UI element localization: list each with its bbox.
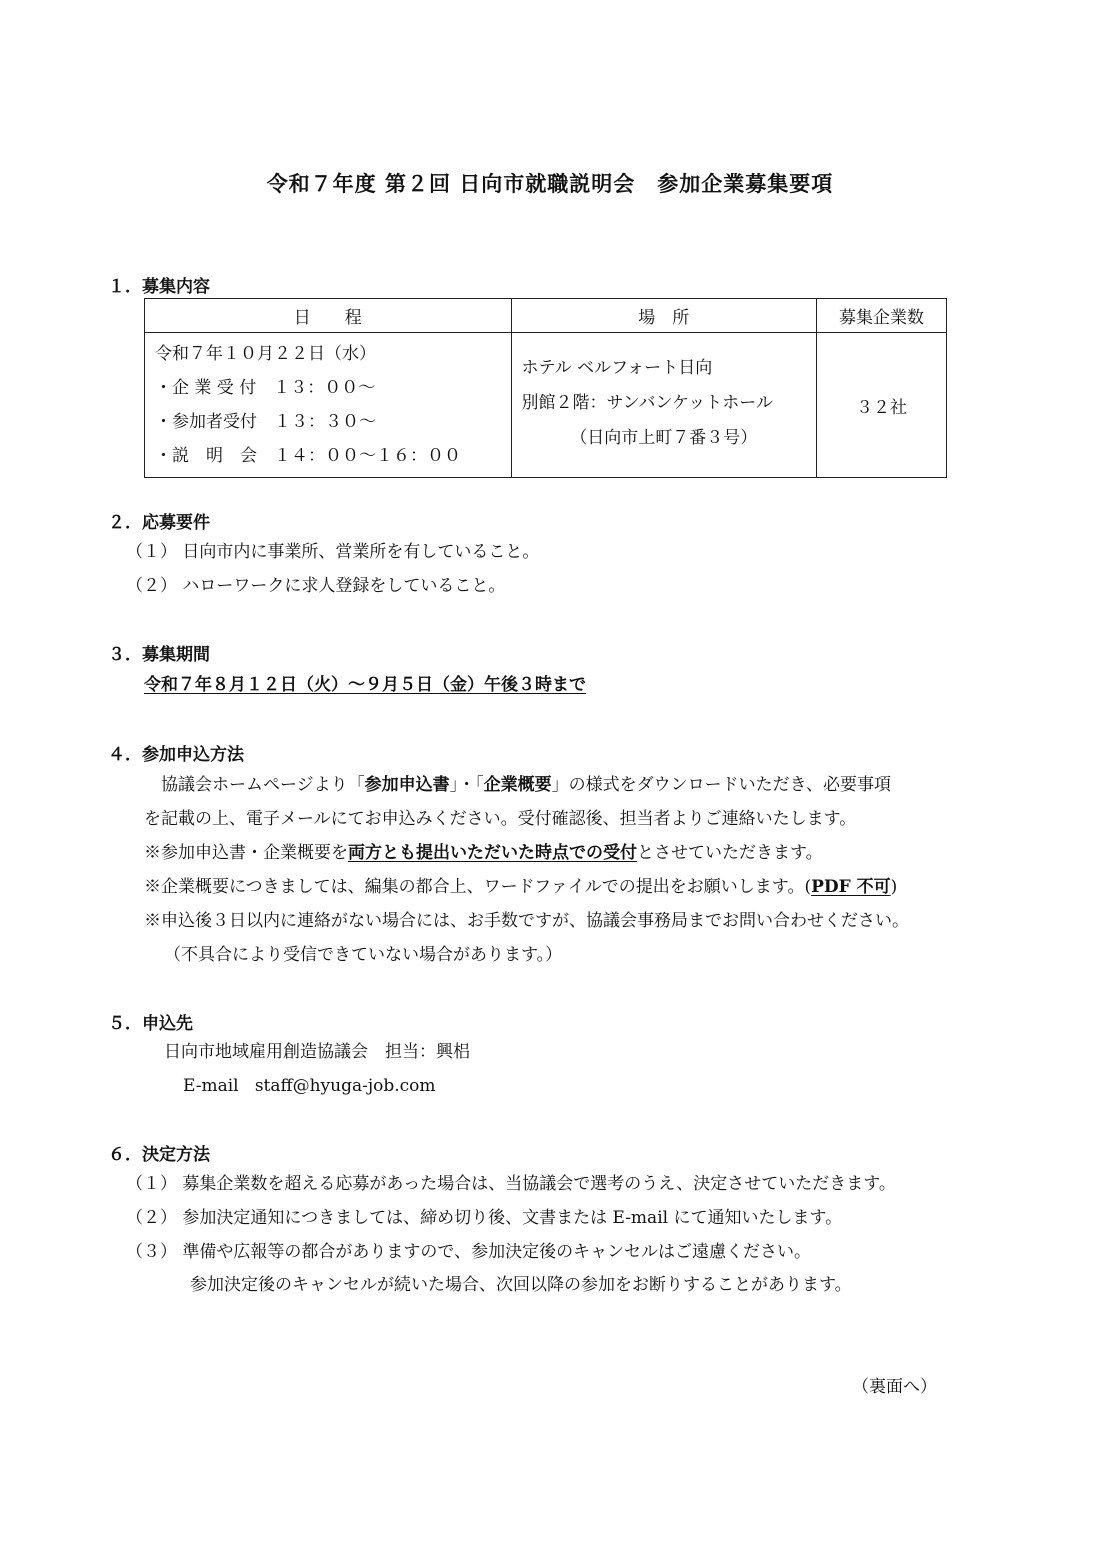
method-paragraph-line1 [144, 774, 891, 796]
method-note-2 [144, 876, 897, 898]
email-label: E-mail [183, 1076, 239, 1096]
note2-post: ) [890, 877, 898, 897]
header-schedule: 日 程 [145, 299, 512, 333]
method-note-3-sub: （不具合により受信できていない場合があります。） [164, 945, 563, 965]
decision-item-3: （３） 準備や広報等の都合がありますので、参加決定後のキャンセルはご遠慮ください。 [126, 1242, 812, 1262]
schedule-company-reception: ・企 業 受 付 １３：００～ [155, 378, 376, 398]
contact-email-line [183, 1075, 436, 1097]
decision-item-2: （２） 参加決定通知につきましては、締め切り後、文書または E-mail にて通知いたします。 [126, 1208, 843, 1228]
requirement-item-2: （２） ハローワークに求人登録をしていること。 [126, 576, 506, 596]
form-company-overview: 企業概要 [483, 775, 552, 795]
recruitment-table [144, 298, 947, 478]
note1-pre: ※参加申込書・企業概要を [144, 843, 348, 863]
schedule-cell [145, 333, 512, 478]
method-text-mid: 」・「 [449, 775, 484, 795]
venue-hotel: ホテル ベルフォート日向 [521, 357, 713, 378]
method-note-1 [144, 842, 823, 864]
form-application: 参加申込書 [364, 775, 450, 795]
note1-emphasis: 両方とも提出いただいた時点での受付 [348, 843, 637, 863]
method-note-3: ※申込後３日以内に連絡がない場合には、お手数ですが、協議会事務局までお問い合わせください。 [144, 911, 909, 931]
page-footer-note: （裏面へ） [852, 1377, 937, 1397]
decision-item-1: （１） 募集企業数を超える応募があった場合は、当協議会で選考のうえ、決定させていただきます。 [126, 1174, 896, 1194]
venue-address: （日向市上町７番３号） [570, 427, 758, 448]
note1-post: とさせていただきます。 [637, 843, 823, 863]
venue-cell [511, 333, 817, 478]
count-cell: ３２社 [817, 333, 947, 478]
section6-heading: ６．決定方法 [108, 1145, 210, 1165]
section5-heading: ５．申込先 [108, 1014, 193, 1034]
method-text-pre: 協議会ホームページより「 [144, 775, 365, 795]
section3-heading: ３．募集期間 [108, 645, 210, 665]
header-venue: 場 所 [511, 299, 817, 333]
recruitment-period: 令和７年８月１２日（火）～９月５日（金）午後３時まで [144, 675, 586, 695]
decision-item-3-continued: 参加決定後のキャンセルが続いた場合、次回以降の参加をお断りすることがあります。 [190, 1275, 852, 1295]
method-paragraph-line2: を記載の上、電子メールにてお申込みください。受付確認後、担当者よりご連絡いたします。 [144, 809, 857, 829]
section2-heading: ２．応募要件 [108, 513, 210, 533]
header-count: 募集企業数 [817, 299, 947, 333]
section1-heading: １．募集内容 [108, 277, 210, 297]
method-text-post: 」の様式をダウンロードいただき、必要事項 [551, 775, 891, 795]
schedule-participant-reception: ・参加者受付 １３：３０～ [155, 412, 376, 432]
note2-emphasis: PDF 不可 [811, 877, 891, 897]
document-title: 令和７年度 第２回 日向市就職説明会 参加企業募集要項 [266, 172, 834, 196]
venue-hall: 別館２階：サンバンケットホール [521, 392, 773, 413]
section4-heading: ４．参加申込方法 [108, 745, 244, 765]
table-header-row [145, 299, 947, 333]
note2-pre: ※企業概要につきましては、編集の都合上、ワードファイルでの提出をお願いします。( [144, 877, 812, 897]
table-row [145, 333, 947, 478]
email-address[interactable]: staff@hyuga-job.com [254, 1076, 436, 1096]
schedule-session: ・説 明 会 １４：００～１６：００ [155, 446, 461, 466]
schedule-date: 令和７年１０月２２日（水） [155, 344, 376, 364]
requirement-item-1: （１） 日向市内に事業所、営業所を有していること。 [126, 542, 540, 562]
contact-organization: 日向市地域雇用創造協議会 担当：興梠 [164, 1042, 470, 1062]
